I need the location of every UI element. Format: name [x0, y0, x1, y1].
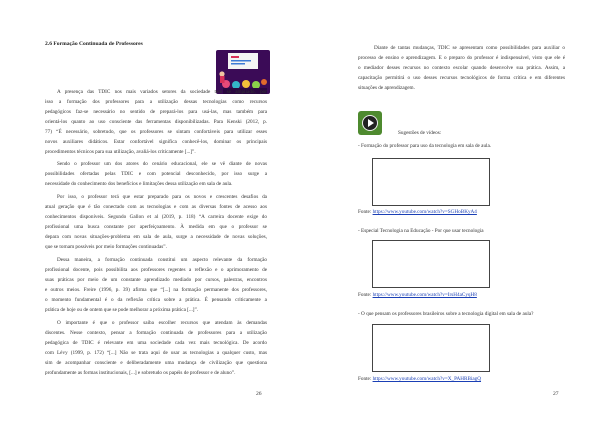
text-line: processo de ensino e aprendizagem. E o preparo do professor é indispensável, visto que ele é	[358, 55, 565, 61]
text-line: e outros meios. Freire (1996, p. 39) afirma que “[...] na formação permanente dos professores,	[45, 287, 267, 293]
text-line: atual geração que é tão conectado com as tecnologias e com as diversas fontes de acesso aos	[45, 204, 267, 210]
text-line: conhecimentos disponíveis. Segundo Gallon et al (2019, p. 118) “A carreira docente exige do	[45, 214, 267, 220]
video-title: - Formação do professor para uso da tecnologia em sala de aula.	[358, 143, 492, 149]
text-line: suas práticas por meio de um constante aprendizado mediado por cursos, palestras, encontros	[45, 277, 267, 283]
text-line: Diante de tantas mudanças, TDIC se apresentam como possibilidades para auxiliar o	[374, 45, 565, 51]
video-embed[interactable]	[372, 324, 490, 372]
video-link[interactable]: https://www.youtube.com/watch?v=X_PAHRBiagQ	[372, 376, 482, 382]
text-line: profissional uma busca constante por aperfeiçoamento. À medida em que o professor se	[45, 224, 267, 230]
text-line: novos auxiliares didáticos. Estar confortável significa conhecê-los, dominar os principais	[45, 139, 267, 145]
section-heading: 2.6 Formação Continuada de Professores	[45, 41, 143, 47]
video-title: - O que pensam os professores brasileiros sobre a tecnologia digital em sala de aula?	[358, 311, 534, 317]
text-line: com Lévy (1999, p. 172) “[...] Não se trata aqui de usar as tecnologias a qualquer custo, mas	[45, 350, 267, 356]
text-line: depara com novas situações-problema em sala de aula, surge a necessidade de novas soluções,	[45, 234, 267, 240]
video-source	[358, 374, 481, 384]
text-line: A presença das TDIC nos mais variados setores da sociedade tem se ampliado, por	[57, 89, 267, 95]
text-line: Por isso, o professor terá que estar preparado para os novos e crescentes desafios da	[57, 194, 267, 200]
text-line: necessidade do conhecimento dos benefícios e limitações dessa utilização em sala de aula.	[45, 181, 233, 187]
page-number: 26	[256, 391, 262, 397]
video-source	[358, 290, 477, 300]
text-line: pedagógicos faz-se necessário no sentido de prepará-los para usá-las, mas também para	[45, 109, 267, 115]
video-source	[358, 207, 477, 217]
video-embed[interactable]	[372, 158, 490, 206]
text-line: que se tornam possíveis por meio formações continuadas”.	[45, 244, 167, 250]
text-line: Dessa maneira, a formação continuada constitui um aspecto relevante da formação	[57, 257, 267, 263]
source-label: Fonte:	[358, 209, 372, 215]
page-number: 27	[553, 391, 559, 397]
text-line: profundamente as formas institucionais, [...] e sobretudo os papéis de professor e de aluno”.	[45, 370, 236, 376]
text-line: o momento fundamental é o da reflexão crítica sobre a prática. É pensando criticamente a	[45, 297, 267, 303]
text-line: possibilidades ofertadas pelas TDIC e com potencial desconhecido, por isso surge a	[45, 171, 267, 177]
text-line: capacitação permitirá o uso desses recursos tecnológicos de forma crítica e em diferentes	[358, 75, 565, 81]
video-link[interactable]: https://www.youtube.com/watch?v=SGHoBKyA4	[372, 209, 477, 215]
source-label: Fonte:	[358, 376, 372, 382]
text-line: orientá-los quanto ao uso consciente das ferramentas disponibilizadas. Para Kenski (2012, p.	[45, 119, 267, 125]
suggestions-title: Sugestões de vídeos:	[398, 130, 442, 136]
text-line: procedimentos técnicos para sua utilização, avaliá-los criticamente [...]”.	[45, 149, 196, 155]
video-play-icon	[358, 111, 382, 135]
text-line: profissional docente, pois possibilita aos professores regentes a reflexão e o aprimoramento de	[45, 267, 267, 273]
text-line: 77) “É necessário, sobretudo, que os professores se sintam confortáveis para utilizar esses	[45, 129, 267, 135]
text-line: discentes. Nesse contexto, pensar a formação continuada de professores para a utilização	[45, 330, 267, 336]
text-line: sim de acompanhar consciente e deliberadamente uma mudança de civilização que questiona	[45, 360, 267, 366]
text-line: isso a formação dos professores para a utilização dessas tecnologias como recursos	[45, 99, 267, 105]
video-embed[interactable]	[372, 240, 490, 288]
video-title: - Especial Tecnologia na Educação - Por que usar tecnologia	[358, 228, 484, 234]
text-line: o mediador desses recursos no contexto escolar quando desenvolve sua prática. Assim, a	[358, 65, 565, 71]
video-link[interactable]: https://www.youtube.com/watch?v=IrsH4aCyqH8	[372, 292, 477, 298]
text-line: prática de hoje ou de ontem que se pode melhorar a próxima prática [...]”.	[45, 307, 199, 313]
source-label: Fonte:	[358, 292, 372, 298]
text-line: Sendo o professor um dos atores do cenário educacional, ele se vê diante de novas	[57, 161, 267, 167]
text-line: O importante é que o professor saiba escolher recursos que atendam às demandas	[57, 320, 267, 326]
text-line: pedagógica de TDIC é relevante em uma sociedade cada vez mais tecnológica. De acordo	[45, 340, 267, 346]
text-line: situações de aprendizagem.	[358, 85, 415, 91]
